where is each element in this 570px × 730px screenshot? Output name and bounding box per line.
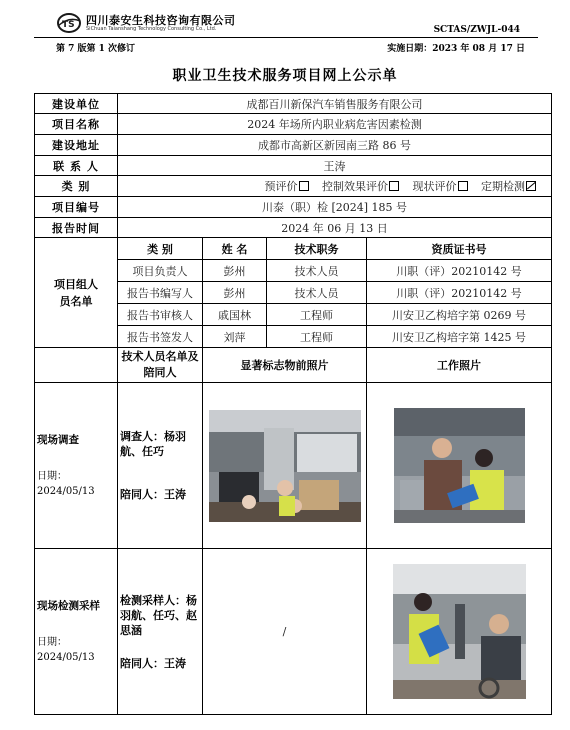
survey-row (35, 383, 552, 549)
team-title: 工程师 (267, 326, 367, 348)
team-name: 彭州 (203, 282, 267, 304)
document-header (0, 0, 570, 60)
team-cert: 川安卫乙构培字第 0269 号 (367, 304, 552, 326)
team-name: 戚国林 (203, 304, 267, 326)
team-role: 报告书编写人 (118, 282, 203, 304)
team-role: 项目负责人 (118, 260, 203, 282)
team-header-cert: 资质证书号 (367, 238, 552, 260)
project-value: 2024 年场所内职业病危害因素检测 (118, 114, 552, 135)
sampling-staff-list: 检测采样人：杨羽航、任巧、赵思涵 (120, 593, 197, 637)
sampling-sign-photo-placeholder: / (203, 549, 367, 715)
survey-sign-photo-cell (203, 383, 367, 549)
checkbox-status-icon (458, 181, 468, 191)
team-role: 报告书审核人 (118, 304, 203, 326)
project-label: 项目名称 (35, 114, 118, 135)
checkbox-periodic-checked-icon (526, 181, 536, 191)
sampling-label: 现场检测采样 (37, 600, 100, 612)
photo-header-blank (35, 348, 118, 383)
survey-info (35, 383, 118, 549)
time-label: 报告时间 (35, 218, 118, 238)
contact-value: 王涛 (118, 156, 552, 176)
category-option-pre: 预评价 (265, 180, 309, 193)
survey-label: 现场调查 (37, 434, 79, 446)
photo-header-work: 工作照片 (367, 348, 552, 383)
logo-text: TS (62, 20, 75, 30)
header-rule (34, 37, 538, 38)
team-header-title: 技术职务 (267, 238, 367, 260)
row-contact (35, 156, 552, 176)
row-address (35, 135, 552, 156)
contact-label: 联 系 人 (35, 156, 118, 176)
unit-value: 成都百川新保汽车销售服务有限公司 (118, 94, 552, 114)
sampling-work-photo (393, 564, 526, 699)
category-label: 类 别 (35, 176, 118, 197)
sampling-info (35, 549, 118, 715)
team-cert: 川安卫乙构培字第 1425 号 (367, 326, 552, 348)
survey-date: 2024/05/13 (37, 486, 95, 497)
row-code (35, 197, 552, 218)
sampling-work-photo-cell (367, 549, 552, 715)
team-title: 工程师 (267, 304, 367, 326)
time-value: 2024 年 06 月 13 日 (118, 218, 552, 238)
photo-header-sign: 显著标志物前照片 (203, 348, 367, 383)
survey-companion: 陪同人：王涛 (120, 488, 186, 501)
row-project (35, 114, 552, 135)
survey-sign-photo (209, 410, 361, 522)
revision-label: 第 7 版第 1 次修订 (56, 44, 136, 54)
survey-date-label: 日期： (37, 471, 67, 482)
company-name-cn: 四川泰安生科技咨询有限公司 (86, 14, 236, 27)
unit-label: 建设单位 (35, 94, 118, 114)
checkbox-pre-icon (299, 181, 309, 191)
team-group-label: 项目组人员名单 (35, 238, 118, 348)
team-cert: 川职（评）20210142 号 (367, 282, 552, 304)
address-label: 建设地址 (35, 135, 118, 156)
photo-header-staff: 技术人员名单及陪同人 (118, 348, 203, 383)
sampling-date-label: 日期： (37, 637, 67, 648)
team-header-name: 姓 名 (203, 238, 267, 260)
category-options (118, 176, 552, 197)
page-title: 职业卫生技术服务项目网上公示单 (172, 68, 398, 84)
code-label: 项目编号 (35, 197, 118, 218)
category-option-status: 现状评价 (413, 180, 468, 193)
sampling-staff (118, 549, 203, 715)
category-option-periodic: 定期检测 (481, 180, 536, 193)
photo-header-row (35, 348, 552, 383)
document-code: SCTAS/ZWJL-044 (433, 25, 520, 35)
checkbox-control-icon (389, 181, 399, 191)
team-title: 技术人员 (267, 282, 367, 304)
survey-work-photo (394, 408, 525, 523)
team-name: 刘萍 (203, 326, 267, 348)
team-title: 技术人员 (267, 260, 367, 282)
row-category (35, 176, 552, 197)
survey-investigators: 调查人：杨羽航、任巧 (120, 430, 186, 458)
sampling-date: 2024/05/13 (37, 652, 95, 663)
company-logo-icon (56, 12, 82, 34)
survey-work-photo-cell (367, 383, 552, 549)
code-value: 川泰（职）检 [2024] 185 号 (118, 197, 552, 218)
address-value: 成都市高新区新园南三路 86 号 (118, 135, 552, 156)
sampling-row (35, 549, 552, 715)
company-name-en: SiChuan Taianshang Technology Consulting Co., Ltd. (86, 26, 217, 32)
category-option-control: 控制效果评价 (322, 180, 399, 193)
sampling-companion: 陪同人：王涛 (120, 656, 186, 670)
team-cert: 川职（评）20210142 号 (367, 260, 552, 282)
row-unit (35, 94, 552, 114)
team-name: 彭州 (203, 260, 267, 282)
row-time (35, 218, 552, 238)
disclosure-table (34, 93, 552, 715)
survey-staff (118, 383, 203, 549)
team-header-role: 类 别 (118, 238, 203, 260)
implementation-date: 实施日期：2023 年 08 月 17 日 (387, 44, 525, 54)
team-header-row (35, 238, 552, 260)
team-role: 报告书签发人 (118, 326, 203, 348)
